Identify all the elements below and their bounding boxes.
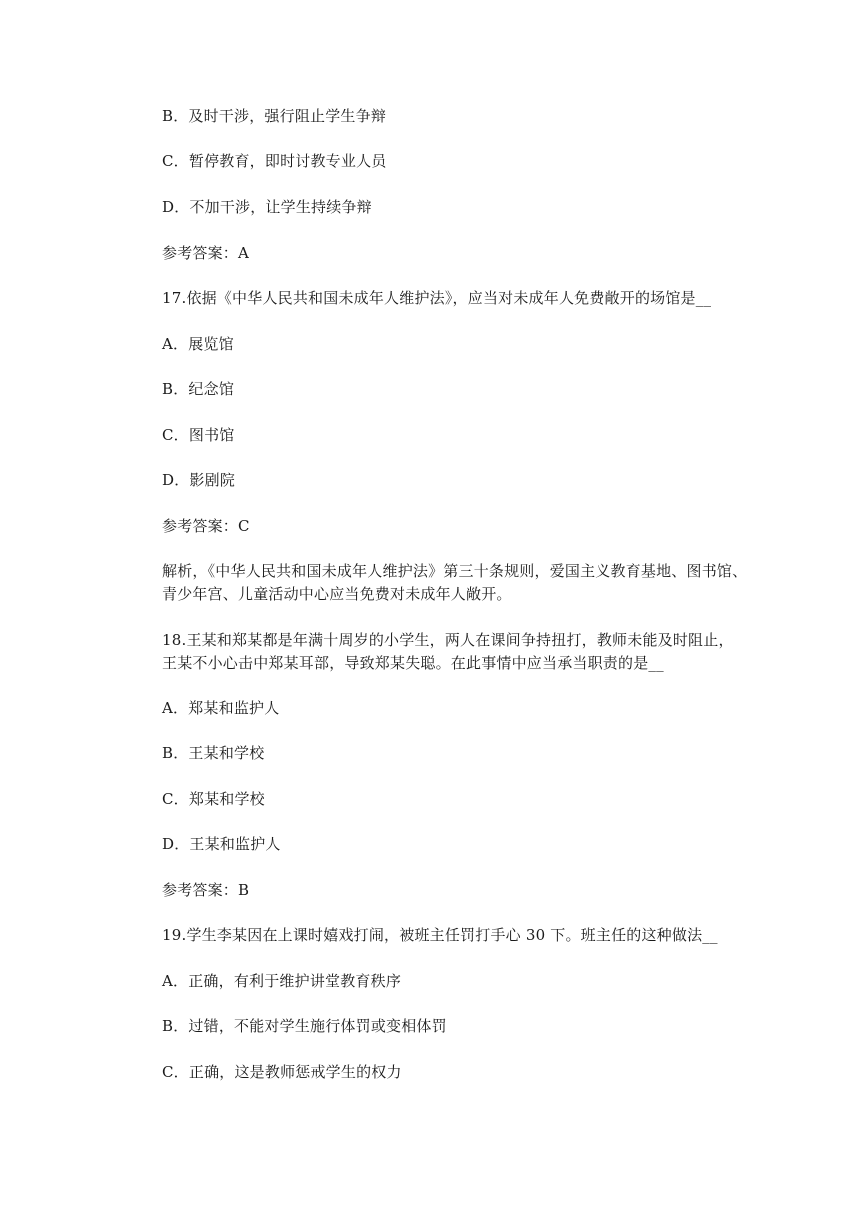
option-a-line: A．展览馆: [162, 335, 234, 353]
option-b-line: B．过错，不能对学生施行体罚或变相体罚: [162, 1017, 447, 1035]
question-19: 19.学生李某因在上课时嬉戏打闹，被班主任罚打手心 30 下。班主任的这种做法__: [162, 926, 718, 944]
option-c-line: C．图书馆: [162, 426, 235, 444]
option-c-line: C．郑某和学校: [162, 790, 265, 808]
option-d-line: D．不加干涉，让学生持续争辩: [162, 198, 372, 216]
option-c-line: C．暂停教育，即时讨教专业人员: [162, 152, 387, 170]
option-b-line: B．及时干涉，强行阻止学生争辩: [162, 107, 387, 125]
question-17: 17.依据《中华人民共和国未成年人维护法》，应当对未成年人免费敞开的场馆是__: [162, 289, 712, 307]
explanation-line-1: 解析，《中华人民共和国未成年人维护法》第三十条规则，爱国主义教育基地、图书馆、: [162, 562, 748, 580]
answer-line: 参考答案：B: [162, 881, 250, 899]
question-18-line-1: 18.王某和郑某都是年满十周岁的小学生，两人在课间争持扭打，教师未能及时阻止，: [162, 631, 734, 649]
question-18-line-2: 王某不小心击中郑某耳部，导致郑某失聪。在此事情中应当承当职责的是__: [162, 654, 664, 672]
answer-line: 参考答案：A: [162, 244, 250, 262]
option-d-line: D．王某和监护人: [162, 835, 281, 853]
answer-line: 参考答案：C: [162, 517, 250, 535]
option-c-line: C．正确，这是教师惩戒学生的权力: [162, 1063, 402, 1081]
explanation-line-2: 青少年宫、儿童活动中心应当免费对未成年人敞开。: [162, 585, 512, 603]
option-a-line: A．郑某和监护人: [162, 699, 280, 717]
option-b-line: B．纪念馆: [162, 380, 235, 398]
option-b-line: B．王某和学校: [162, 744, 265, 762]
option-a-line: A．正确，有利于维护讲堂教育秩序: [162, 972, 402, 990]
option-d-line: D．影剧院: [162, 471, 236, 489]
